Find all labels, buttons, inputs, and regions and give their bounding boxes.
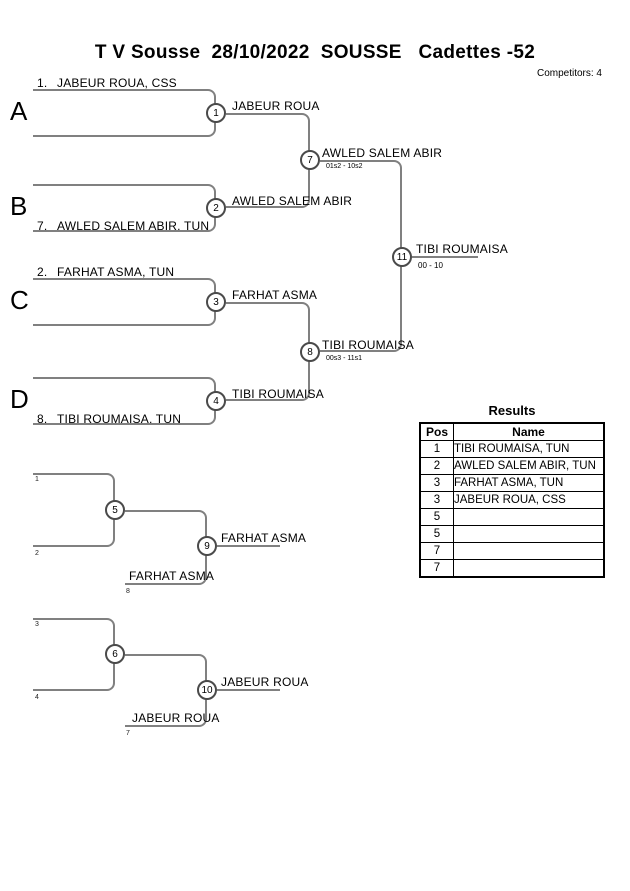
repechage-2-shape (33, 618, 115, 691)
match-8-winner-label: TIBI ROUMAISA (322, 338, 414, 352)
result-pos-2: 2 (420, 458, 454, 475)
loser-ref-top-1: 1 (35, 476, 39, 483)
group-d-letter: D (10, 384, 29, 414)
result-name-2: AWLED SALEM ABIR, TUN (454, 458, 605, 475)
connector-6-to-10 (125, 654, 207, 690)
match-1-circle: 1 (206, 103, 226, 123)
result-name-3: FARHAT ASMA, TUN (454, 475, 605, 492)
result-row-4 (420, 492, 604, 509)
result-pos-4: 3 (420, 492, 454, 509)
match-11-circle: 11 (392, 247, 412, 267)
feed-ref-10: 7 (126, 730, 130, 737)
match-9-circle: 9 (197, 536, 217, 556)
final-winner-label: TIBI ROUMAISA (416, 242, 508, 256)
seed-d-number: 8. (37, 412, 48, 426)
seed-a-number: 1. (37, 76, 48, 90)
bracket-d-shape (33, 377, 216, 425)
bronze-2-winner-label: JABEUR ROUA (221, 675, 309, 689)
match-6-circle: 6 (105, 644, 125, 664)
match-1-winner-label: JABEUR ROUA (232, 99, 320, 113)
competitors-count: Competitors: 4 (536, 68, 602, 79)
match-4-circle: 4 (206, 391, 226, 411)
result-row-6 (420, 526, 604, 543)
result-pos-7: 7 (420, 543, 454, 560)
result-name-4: JABEUR ROUA, CSS (454, 492, 605, 509)
page-title: T V Sousse 28/10/2022 SOUSSE Cadettes -52 (94, 42, 536, 63)
results-header-row (420, 423, 604, 441)
seed-c-name: FARHAT ASMA, TUN (57, 265, 175, 279)
seed-b-name: AWLED SALEM ABIR, TUN (57, 219, 210, 233)
result-name-1: TIBI ROUMAISA, TUN (454, 441, 605, 458)
match-10-circle: 10 (197, 680, 217, 700)
result-pos-8: 7 (420, 560, 454, 578)
match-3-winner-label: FARHAT ASMA (232, 288, 318, 302)
match-8-score: 00s3 - 11s1 (326, 355, 363, 362)
connector-3-to-8 (226, 302, 310, 352)
result-row-7 (420, 543, 604, 560)
result-name-5 (454, 509, 605, 526)
connector-7-to-11 (320, 160, 402, 256)
bracket-b-shape (33, 184, 216, 232)
feed-name-10: JABEUR ROUA (132, 711, 220, 725)
results-table (419, 422, 605, 578)
feed-name-9: FARHAT ASMA (129, 569, 215, 583)
results-col-pos: Pos (420, 423, 454, 441)
results-title: Results (488, 403, 536, 418)
result-pos-3: 3 (420, 475, 454, 492)
result-pos-1: 1 (420, 441, 454, 458)
result-name-7 (454, 543, 605, 560)
group-c-letter: C (10, 285, 29, 315)
match-5-circle: 5 (105, 500, 125, 520)
result-name-8 (454, 560, 605, 578)
seed-d-name: TIBI ROUMAISA, TUN (57, 412, 182, 426)
result-row-8 (420, 560, 604, 578)
seed-a-name: JABEUR ROUA, CSS (57, 76, 177, 90)
match-3-circle: 3 (206, 292, 226, 312)
bronze-2-winner-line (217, 689, 280, 691)
seed-c-number: 2. (37, 265, 48, 279)
match-2-winner-label: AWLED SALEM ABIR (232, 194, 353, 208)
match-4-winner-label: TIBI ROUMAISA (232, 387, 324, 401)
match-7-winner-label: AWLED SALEM ABIR (322, 146, 443, 160)
match-7-score: 01s2 - 10s2 (326, 163, 363, 170)
result-row-1 (420, 441, 604, 458)
result-pos-6: 5 (420, 526, 454, 543)
bracket-c-shape (33, 278, 216, 326)
connector-5-to-9 (125, 510, 207, 546)
loser-ref-top-2: 3 (35, 621, 39, 628)
group-b-letter: B (10, 191, 28, 221)
seed-b-number: 7. (37, 219, 48, 233)
bracket-a-shape (33, 89, 216, 137)
result-row-5 (420, 509, 604, 526)
feed-ref-9: 8 (126, 588, 130, 595)
bronze-1-winner-line (217, 545, 280, 547)
match-7-circle: 7 (300, 150, 320, 170)
results-col-name: Name (454, 423, 605, 441)
result-name-6 (454, 526, 605, 543)
loser-ref-bottom-1: 2 (35, 550, 39, 557)
result-row-2 (420, 458, 604, 475)
bronze-1-winner-label: FARHAT ASMA (221, 531, 307, 545)
match-2-circle: 2 (206, 198, 226, 218)
final-winner-line (412, 256, 478, 258)
loser-ref-bottom-2: 4 (35, 694, 39, 701)
match-8-circle: 8 (300, 342, 320, 362)
final-score: 00 - 10 (418, 261, 443, 270)
result-row-3 (420, 475, 604, 492)
connector-1-to-7 (226, 113, 310, 160)
repechage-1-shape (33, 473, 115, 547)
result-pos-5: 5 (420, 509, 454, 526)
group-a-letter: A (10, 96, 28, 126)
